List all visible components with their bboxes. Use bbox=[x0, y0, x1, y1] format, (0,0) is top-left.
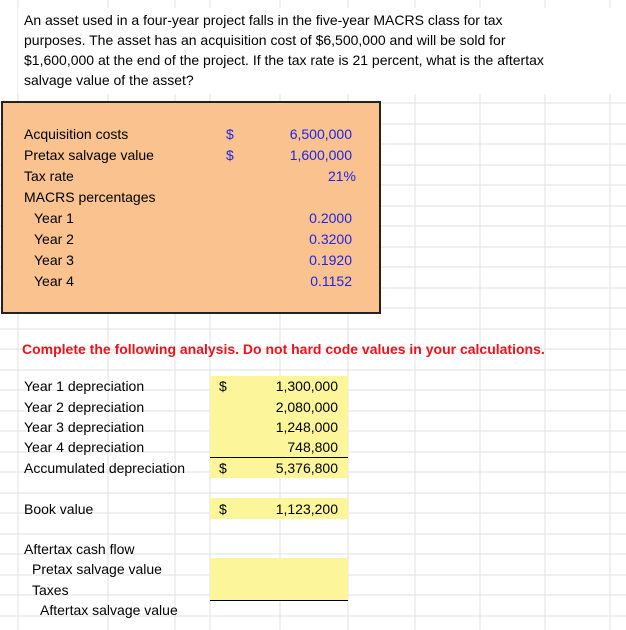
accumulated-dep-label: Accumulated depreciation bbox=[24, 460, 186, 476]
macrs-year-3-cell[interactable]: 0.1920 bbox=[309, 252, 352, 268]
taxes-answer-cell[interactable] bbox=[210, 579, 348, 600]
instruction-text: Complete the following analysis. Do not hard code values in your calculations. bbox=[22, 341, 545, 357]
dep-year-2-label: Year 2 depreciation bbox=[24, 399, 145, 415]
problem-line-2: purposes. The asset has an acquisition cost of $6,500,000 and will be sold for bbox=[24, 32, 506, 48]
aftertax-cash-flow-label: Aftertax cash flow bbox=[24, 541, 135, 557]
dep-year-1-currency: $ bbox=[219, 378, 227, 394]
subtotal-underline bbox=[210, 457, 348, 458]
tax-rate-label: Tax rate bbox=[24, 168, 74, 184]
dep-year-3-cell[interactable]: 1,248,000 bbox=[275, 419, 338, 435]
pretax-salvage-analysis-label: Pretax salvage value bbox=[32, 561, 162, 577]
dep-year-4-cell[interactable]: 748,800 bbox=[287, 439, 338, 455]
pretax-salvage-answer-cell[interactable] bbox=[210, 558, 348, 579]
salvage-currency: $ bbox=[226, 147, 234, 163]
dep-year-2-cell[interactable]: 2,080,000 bbox=[275, 399, 338, 415]
acquisition-currency: $ bbox=[226, 126, 234, 142]
year-4-label: Year 4 bbox=[34, 273, 74, 289]
dep-year-4-label: Year 4 depreciation bbox=[24, 439, 145, 455]
problem-line-1: An asset used in a four-year project falls in the five-year MACRS class for tax bbox=[24, 12, 503, 28]
problem-statement bbox=[18, 8, 624, 94]
acquisition-label: Acquisition costs bbox=[24, 126, 129, 142]
year-1-label: Year 1 bbox=[34, 210, 74, 226]
book-value-cell[interactable]: 1,123,200 bbox=[275, 501, 338, 517]
book-value-currency: $ bbox=[219, 501, 227, 517]
problem-line-3: $1,600,000 at the end of the project. If the tax rate is 21 percent, what is the aftertax bbox=[24, 52, 544, 68]
macrs-year-4-cell[interactable]: 0.1152 bbox=[310, 273, 352, 289]
tax-rate-cell[interactable]: 21% bbox=[327, 168, 356, 184]
macrs-label: MACRS percentages bbox=[24, 189, 156, 205]
accumulated-dep-cell[interactable]: 5,376,800 bbox=[275, 460, 338, 476]
problem-line-4: salvage value of the asset? bbox=[24, 72, 194, 88]
year-2-label: Year 2 bbox=[34, 231, 74, 247]
pretax-salvage-label: Pretax salvage value bbox=[24, 147, 154, 163]
book-value-label: Book value bbox=[24, 501, 94, 517]
year-3-label: Year 3 bbox=[34, 252, 74, 268]
macrs-year-1-cell[interactable]: 0.2000 bbox=[309, 210, 352, 226]
pretax-salvage-cell[interactable]: 1,600,000 bbox=[289, 147, 352, 163]
aftertax-salvage-answer-cell[interactable] bbox=[210, 600, 348, 621]
taxes-label: Taxes bbox=[32, 582, 69, 598]
dep-year-1-cell[interactable]: 1,300,000 bbox=[275, 378, 338, 394]
acquisition-cost-cell[interactable]: 6,500,000 bbox=[289, 126, 352, 142]
macrs-year-2-cell[interactable]: 0.3200 bbox=[309, 231, 352, 247]
dep-year-3-label: Year 3 depreciation bbox=[24, 419, 145, 435]
aftertax-salvage-label: Aftertax salvage value bbox=[40, 602, 178, 618]
dep-year-1-label: Year 1 depreciation bbox=[24, 378, 145, 394]
accumulated-dep-currency: $ bbox=[219, 460, 227, 476]
